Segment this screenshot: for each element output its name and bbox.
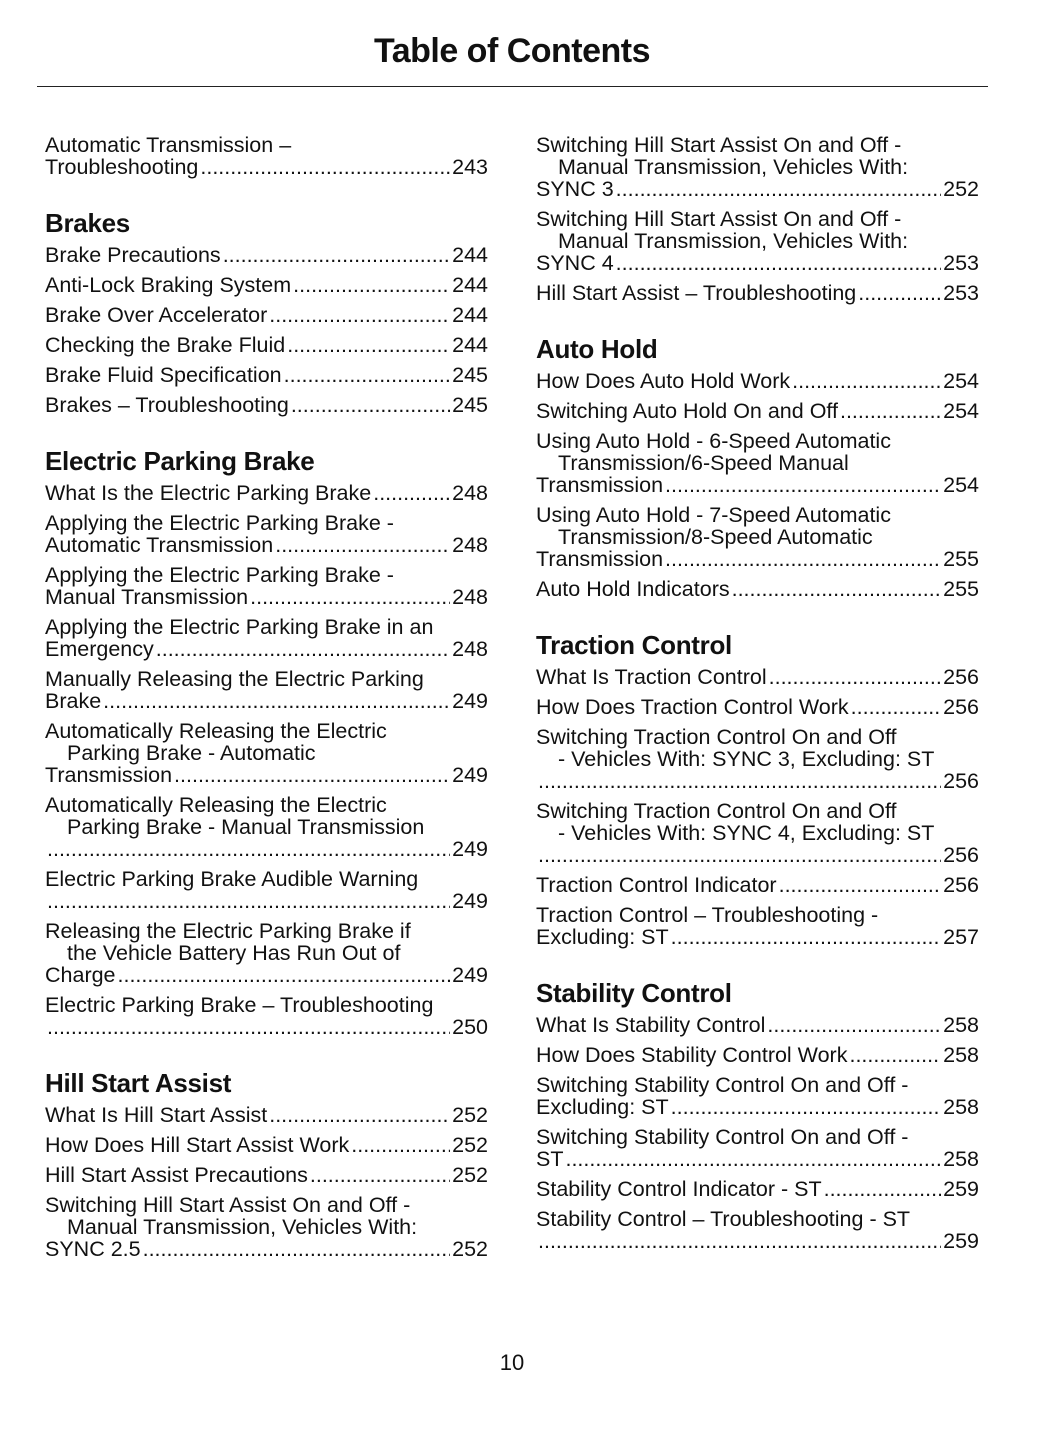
entry-title-line: Switching Traction Control On and Off [536,725,897,749]
dot-leader [665,474,941,496]
entry-page-number[interactable]: 254 [943,399,979,423]
toc-entry[interactable] [536,1044,979,1066]
entry-title-line: Applying the Electric Parking Brake in an [45,615,434,639]
entry-title-line: SYNC 2.5 [45,1237,141,1261]
entry-page-number[interactable]: 252 [943,177,979,201]
entry-title-line: Excluding: ST [536,1095,669,1119]
entry-last-line [45,244,488,266]
entry-title-line: Switching Traction Control On and Off [536,799,897,823]
entry-last-line [45,964,488,986]
dot-leader [671,926,941,948]
toc-entry[interactable] [45,394,488,416]
entry-title-line: Hill Start Assist Precautions [45,1163,308,1187]
entry-title-line: What Is Hill Start Assist [45,1103,268,1127]
entry-last-line [45,890,488,912]
dot-leader [851,696,941,718]
entry-title-line: the Vehicle Battery Has Run Out of [67,941,401,965]
dot-leader [291,394,450,416]
toc-entry[interactable] [45,1134,488,1156]
entry-page-number[interactable]: 256 [943,843,979,867]
dot-leader [538,770,941,792]
entry-last-line [536,696,979,718]
entry-page-number[interactable]: 243 [452,155,488,179]
entry-page-number[interactable]: 252 [452,1237,488,1261]
entry-title-line: Manual Transmission, Vehicles With: [558,229,909,253]
dot-leader [47,838,450,860]
entry-page-number[interactable]: 253 [943,281,979,305]
dot-leader [732,578,942,600]
entry-title-line: Parking Brake - Automatic [67,741,316,765]
entry-page-number[interactable]: 244 [452,243,488,267]
entry-page-number[interactable]: 259 [943,1177,979,1201]
toc-entry[interactable] [536,370,979,392]
entry-page-number[interactable]: 244 [452,333,488,357]
entry-last-line [536,874,979,896]
dot-leader [143,1238,451,1260]
entry-title-line: SYNC 3 [536,177,614,201]
entry-page-number[interactable]: 257 [943,925,979,949]
entry-title-line: How Does Traction Control Work [536,695,849,719]
dot-leader [174,764,450,786]
entry-last-line [45,364,488,386]
toc-entry[interactable] [45,304,488,326]
toc-entry[interactable] [536,282,979,304]
entry-page-number[interactable]: 250 [452,1015,488,1039]
entry-title-line: Automatically Releasing the Electric [45,793,387,817]
entry-title-line: How Does Auto Hold Work [536,369,791,393]
entry-last-line [536,578,979,600]
entry-title-line: Switching Stability Control On and Off - [536,1073,909,1097]
entry-page-number[interactable]: 255 [943,577,979,601]
entry-title-line: How Does Hill Start Assist Work [45,1133,350,1157]
entry-last-line [536,770,979,792]
dot-leader [287,334,450,356]
entry-title-line: Emergency [45,637,154,661]
toc-entry[interactable] [45,334,488,356]
entry-title-line: Troubleshooting [45,155,199,179]
entry-title-line: Using Auto Hold - 6-Speed Automatic [536,429,891,453]
entry-title-line: How Does Stability Control Work [536,1043,848,1067]
dot-leader [671,1096,941,1118]
entry-title-line: ST [536,1147,564,1171]
dot-leader [849,1044,941,1066]
entry-last-line [536,1178,979,1200]
toc-entry[interactable] [45,1164,488,1186]
dot-leader [275,534,450,556]
entry-last-line [536,548,979,570]
entry-last-line [45,764,488,786]
dot-leader [373,482,450,504]
entry-title-line: Manual Transmission, Vehicles With: [67,1215,418,1239]
toc-entry[interactable] [45,616,488,660]
entry-page-number[interactable]: 248 [452,585,488,609]
toc-entry[interactable] [536,696,979,718]
toc-entry[interactable] [536,874,979,896]
entry-title-line: Transmission [45,763,173,787]
entry-last-line [536,474,979,496]
entry-last-line [536,1044,979,1066]
toc-entry[interactable] [536,208,979,274]
toc-entry[interactable] [536,578,979,600]
entry-page-number[interactable]: 254 [943,369,979,393]
toc-entry[interactable] [45,274,488,296]
entry-title-line: Auto Hold Indicators [536,577,730,601]
dot-leader [310,1164,450,1186]
entry-page-number[interactable]: 249 [452,763,488,787]
entry-last-line [45,1238,488,1260]
entry-title-line: Switching Auto Hold On and Off [536,399,838,423]
entry-title-line: Switching Hill Start Assist On and Off - [536,133,902,157]
section-heading: Brakes [45,208,130,238]
entry-page-number[interactable]: 258 [943,1013,979,1037]
dot-leader [769,666,942,688]
entry-title-line: Brake [45,689,102,713]
toc-entry[interactable] [45,668,488,712]
dot-leader [840,400,941,422]
entry-title-line: Using Auto Hold - 7-Speed Automatic [536,503,891,527]
entry-title-line: Hill Start Assist – Troubleshooting [536,281,857,305]
dot-leader [351,1134,450,1156]
entry-last-line [45,638,488,660]
entry-title-line: Excluding: ST [536,925,669,949]
entry-title-line: Switching Hill Start Assist On and Off - [536,207,902,231]
toc-entry[interactable] [536,1178,979,1200]
entry-title-line: Automatic Transmission [45,533,274,557]
toc-entry[interactable] [536,504,979,570]
dot-leader [538,1230,941,1252]
dot-leader [616,178,941,200]
dot-leader [792,370,941,392]
entry-title-line: Brake Precautions [45,243,221,267]
toc-entry[interactable] [536,134,979,200]
entry-title-line: Manual Transmission [45,585,249,609]
entry-title-line: What Is Stability Control [536,1013,766,1037]
toc-entry[interactable] [536,1208,979,1252]
entry-title-line: Electric Parking Brake – Troubleshooting [45,993,434,1017]
toc-entry[interactable] [45,244,488,266]
entry-last-line [45,586,488,608]
entry-last-line [536,844,979,866]
entry-page-number[interactable]: 248 [452,481,488,505]
toc-entry[interactable] [536,800,979,866]
entry-last-line [536,926,979,948]
toc-entry[interactable] [45,512,488,556]
entry-title-line: Transmission/8-Speed Automatic [558,525,873,549]
toc-entry[interactable] [45,564,488,608]
entry-last-line [45,838,488,860]
entry-title-line: SYNC 4 [536,251,614,275]
toc-column-right [536,134,979,1260]
entry-title-line: Anti-Lock Braking System [45,273,292,297]
entry-title-line: Brakes – Troubleshooting [45,393,289,417]
entry-page-number[interactable]: 256 [943,769,979,793]
entry-page-number[interactable]: 253 [943,251,979,275]
entry-title-line: Traction Control Indicator [536,873,777,897]
entry-title-line: Manual Transmission, Vehicles With: [558,155,909,179]
entry-page-number[interactable]: 256 [943,665,979,689]
entry-page-number[interactable]: 249 [452,837,488,861]
entry-last-line [536,252,979,274]
dot-leader [118,964,451,986]
dot-leader [269,304,450,326]
entry-page-number[interactable]: 245 [452,393,488,417]
page-number: 10 [499,1350,525,1375]
entry-title-line: Manually Releasing the Electric Parking [45,667,424,691]
entry-page-number[interactable]: 255 [943,547,979,571]
dot-leader [538,844,941,866]
entry-last-line [536,282,979,304]
entry-page-number[interactable]: 244 [452,303,488,327]
entry-title-line: Applying the Electric Parking Brake - [45,511,394,535]
entry-last-line [45,394,488,416]
entry-page-number[interactable]: 249 [452,689,488,713]
dot-leader [250,586,450,608]
entry-last-line [45,1164,488,1186]
entry-title-line: Stability Control – Troubleshooting - ST [536,1207,911,1231]
toc-entry[interactable] [45,364,488,386]
entry-title-line: Switching Hill Start Assist On and Off - [45,1193,411,1217]
toc-entry[interactable] [45,794,488,860]
toc-entry[interactable] [536,1126,979,1170]
entry-page-number[interactable]: 244 [452,273,488,297]
dot-leader [779,874,942,896]
toc-entry[interactable] [45,1104,488,1126]
section-heading: Stability Control [536,978,732,1008]
entry-last-line [45,1134,488,1156]
entry-page-number[interactable]: 258 [943,1095,979,1119]
toc-entry[interactable] [45,482,488,504]
entry-last-line [45,534,488,556]
entry-last-line [536,1014,979,1036]
entry-last-line [45,482,488,504]
entry-title-line: Applying the Electric Parking Brake - [45,563,394,587]
entry-page-number[interactable]: 245 [452,363,488,387]
dot-leader [200,156,450,178]
entry-page-number[interactable]: 259 [943,1229,979,1253]
dot-leader [103,690,450,712]
dot-leader [47,890,450,912]
entry-title-line: Brake Over Accelerator [45,303,268,327]
toc-entry[interactable] [536,726,979,792]
toc-entry[interactable] [45,720,488,786]
dot-leader [284,364,451,386]
entry-page-number[interactable]: 249 [452,963,488,987]
entry-title-line: Parking Brake - Manual Transmission [67,815,425,839]
entry-title-line: Checking the Brake Fluid [45,333,286,357]
entry-title-line: Transmission [536,547,664,571]
entry-title-line: What Is the Electric Parking Brake [45,481,372,505]
entry-title-line: Automatically Releasing the Electric [45,719,387,743]
entry-page-number[interactable]: 252 [452,1163,488,1187]
section-heading: Hill Start Assist [45,1068,232,1098]
entry-page-number[interactable]: 248 [452,533,488,557]
entry-last-line [536,1230,979,1252]
toc-entry[interactable] [536,1074,979,1118]
entry-last-line [45,274,488,296]
entry-last-line [45,1016,488,1038]
entry-page-number[interactable]: 248 [452,637,488,661]
entry-title-line: Transmission/6-Speed Manual [558,451,849,475]
toc-column-left [45,134,488,1268]
entry-page-number[interactable]: 252 [452,1133,488,1157]
toc-entry[interactable] [536,400,979,422]
entry-page-number[interactable]: 252 [452,1103,488,1127]
toc-entry[interactable] [45,994,488,1038]
entry-last-line [45,156,488,178]
entry-title-line: Transmission [536,473,664,497]
entry-last-line [536,666,979,688]
entry-page-number[interactable]: 249 [452,889,488,913]
dot-leader [824,1178,942,1200]
dot-leader [156,638,450,660]
dot-leader [665,548,941,570]
entry-title-line: Brake Fluid Specification [45,363,282,387]
entry-title-line: Traction Control – Troubleshooting - [536,903,879,927]
dot-leader [269,1104,450,1126]
entry-title-line: Releasing the Electric Parking Brake if [45,919,411,943]
entry-page-number[interactable]: 258 [943,1043,979,1067]
dot-leader [565,1148,941,1170]
entry-title-line: - Vehicles With: SYNC 3, Excluding: ST [558,747,935,771]
entry-last-line [45,334,488,356]
entry-title-line: Stability Control Indicator - ST [536,1177,822,1201]
toc-entry[interactable] [536,1014,979,1036]
toc-entry[interactable] [45,868,488,912]
entry-title-line: What Is Traction Control [536,665,767,689]
entry-title-line: Automatic Transmission – [45,133,292,157]
toc-entry[interactable] [45,134,488,178]
title-divider [37,86,988,87]
entry-page-number[interactable]: 258 [943,1147,979,1171]
entry-last-line [536,1148,979,1170]
dot-leader [293,274,450,296]
entry-page-number[interactable]: 256 [943,873,979,897]
toc-entry[interactable] [536,430,979,496]
page-title: Table of Contents [373,32,651,70]
entry-title-line: Electric Parking Brake Audible Warning [45,867,419,891]
section-heading: Traction Control [536,630,732,660]
entry-last-line [45,690,488,712]
entry-last-line [536,178,979,200]
dot-leader [616,252,941,274]
entry-last-line [536,1096,979,1118]
entry-last-line [45,1104,488,1126]
toc-entry[interactable] [536,904,979,948]
section-heading: Auto Hold [536,334,658,364]
toc-entry[interactable] [536,666,979,688]
dot-leader [858,282,941,304]
entry-title-line: - Vehicles With: SYNC 4, Excluding: ST [558,821,935,845]
section-heading: Electric Parking Brake [45,446,315,476]
entry-page-number[interactable]: 254 [943,473,979,497]
entry-title-line: Switching Stability Control On and Off - [536,1125,909,1149]
entry-last-line [45,304,488,326]
entry-title-line: Charge [45,963,116,987]
entry-last-line [536,370,979,392]
toc-entry[interactable] [45,1194,488,1260]
entry-last-line [536,400,979,422]
dot-leader [223,244,450,266]
dot-leader [767,1014,941,1036]
dot-leader [47,1016,450,1038]
entry-page-number[interactable]: 256 [943,695,979,719]
toc-entry[interactable] [45,920,488,986]
